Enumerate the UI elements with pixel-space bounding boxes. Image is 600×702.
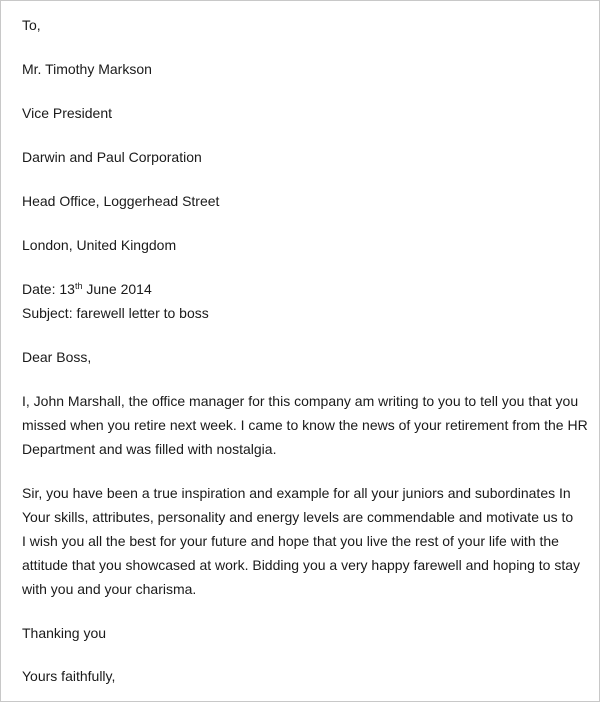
paragraph-1: [22, 389, 600, 461]
paragraph-2: [22, 481, 600, 601]
paragraph-line: Department and was filled with nostalgia.: [22, 441, 277, 457]
paragraph-line: Sir, you have been a true inspiration and example for all your juniors and subordinates In: [22, 485, 571, 501]
date-ordinal: th: [74, 281, 83, 291]
paragraph-line: I, John Marshall, the office manager for this company am writing to you to tell you that you: [22, 393, 579, 409]
date-prefix: Date: 13: [22, 281, 75, 297]
salutation-to: To,: [22, 17, 41, 33]
recipient-title: Vice President: [22, 105, 113, 121]
date-suffix: June 2014: [82, 281, 152, 297]
recipient-name: Mr. Timothy Markson: [22, 61, 152, 77]
address-line-2: London, United Kingdom: [22, 237, 177, 253]
paragraph-line: Your skills, attributes, personality and energy levels are commendable and motivate us to: [22, 509, 574, 525]
letter-body: [22, 13, 600, 688]
paragraph-line: missed when you retire next week. I came to know the news of your retirement from the HR: [22, 417, 588, 433]
closing-sign-off: Yours faithfully,: [22, 668, 116, 684]
paragraph-line: with you and your charisma.: [22, 581, 197, 597]
address-line-1: Head Office, Loggerhead Street: [22, 193, 220, 209]
company-name: Darwin and Paul Corporation: [22, 149, 202, 165]
closing-thanks: Thanking you: [22, 625, 107, 641]
letter-subject: Subject: farewell letter to boss: [22, 305, 209, 321]
paragraph-line: I wish you all the best for your future and hope that you live the rest of your life with the: [22, 533, 559, 549]
paragraph-line: attitude that you showcased at work. Bidding you a very happy farewell and hoping to stay: [22, 557, 581, 573]
greeting: Dear Boss,: [22, 349, 92, 365]
letter-date: [22, 277, 600, 301]
